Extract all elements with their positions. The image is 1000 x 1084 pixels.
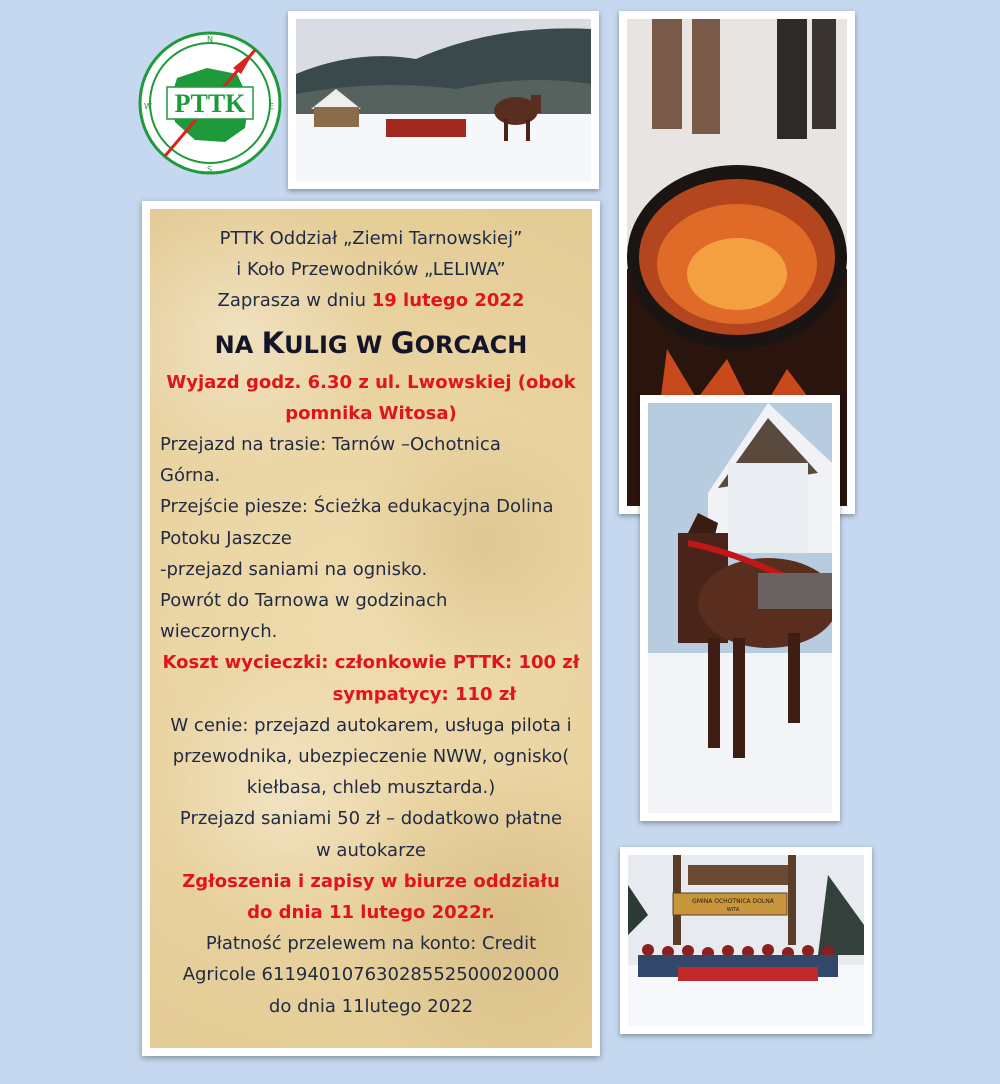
signup-info-2: do dnia 11 lutego 2022r. bbox=[247, 902, 495, 924]
signup-info: Zgłoszenia i zapisy w biurze oddziału bbox=[182, 870, 560, 892]
extra-cost-info-2: w autokarze bbox=[315, 839, 426, 861]
included-info: W cenie: przejazd autokarem, usługa pilota i bbox=[170, 714, 572, 736]
compass-w: W bbox=[144, 102, 152, 111]
walk-info-2: Potoku Jaszcze bbox=[160, 527, 292, 549]
route-info-2: Górna. bbox=[160, 465, 221, 487]
return-info: Powrót do Tarnowa w godzinach bbox=[160, 590, 448, 612]
logo-text: PTTK bbox=[174, 89, 246, 118]
event-date: 19 lutego 2022 bbox=[371, 290, 525, 312]
compass-n: N bbox=[207, 35, 213, 44]
compass-s: S bbox=[207, 165, 213, 174]
photo-sleigh-ride bbox=[288, 11, 599, 189]
return-info-2: wieczornych. bbox=[160, 621, 278, 643]
event-flyer bbox=[142, 201, 600, 1056]
invite-line: Zaprasza w dniu 19 lutego 2022 bbox=[217, 290, 525, 312]
photo-horse bbox=[640, 395, 840, 821]
organizer-line: PTTK Oddział „Ziemi Tarnowskiej” bbox=[219, 228, 523, 249]
cost-info-2: sympatycy: 110 zł bbox=[332, 683, 516, 705]
sleigh-info: -przejazd saniami na ognisko. bbox=[160, 558, 428, 580]
departure-info: Wyjazd godz. 6.30 z ul. Lwowskiej (obok bbox=[166, 371, 576, 393]
photo-group bbox=[620, 847, 872, 1034]
departure-info-2: pomnika Witosa) bbox=[285, 402, 457, 424]
payment-info-2: Agricole 61194010763028552500020000 bbox=[182, 964, 560, 986]
pttk-logo bbox=[137, 30, 283, 176]
extra-cost-info: Przejazd saniami 50 zł – dodatkowo płatne bbox=[179, 808, 563, 830]
welcome-sign bbox=[673, 893, 787, 915]
organizer-line-2: i Koło Przewodników „LELIWA” bbox=[236, 259, 506, 281]
payment-info: Płatność przelewem na konto: Credit bbox=[205, 933, 537, 955]
payment-info-3: do dnia 11lutego 2022 bbox=[268, 995, 474, 1017]
compass-e: E bbox=[269, 102, 275, 111]
svg-text:GMINA OCHOTNICA DOLNA: GMINA OCHOTNICA DOLNA bbox=[692, 898, 774, 905]
included-info-2: przewodnika, ubezpieczenie NWW, ognisko( bbox=[172, 746, 570, 768]
cost-info: Koszt wycieczki: członkowie PTTK: 100 zł bbox=[162, 652, 580, 674]
included-info-3: kiełbasa, chleb musztarda.) bbox=[246, 777, 496, 799]
event-title: NA KULIG W GORCACH bbox=[214, 325, 528, 360]
route-info: Przejazd na trasie: Tarnów –Ochotnica bbox=[160, 434, 501, 456]
svg-text:WITA: WITA bbox=[726, 907, 740, 913]
flyer-paper bbox=[150, 209, 592, 1048]
walk-info: Przejście piesze: Ścieżka edukacyjna Dolina bbox=[160, 496, 554, 518]
